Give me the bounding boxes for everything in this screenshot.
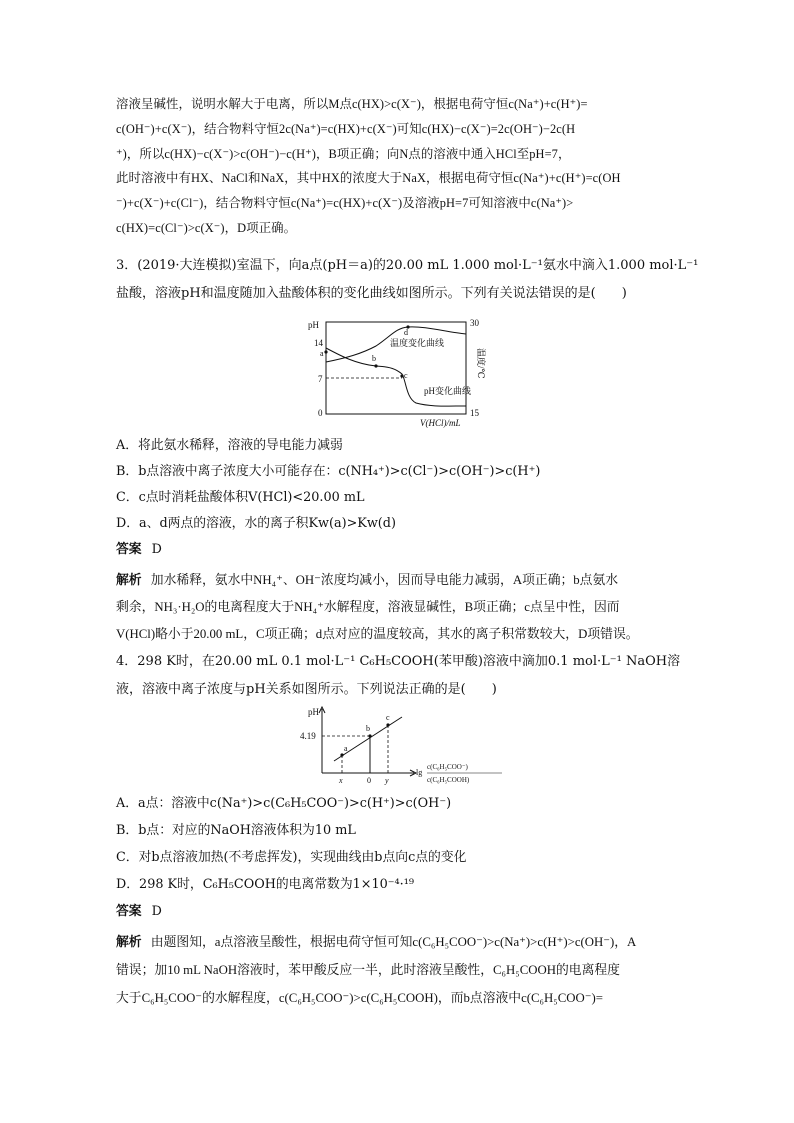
- q3-analysis-text: 加水稀释，氨水中NH₄⁺、OH⁻浓度均减小，因而导电能力减弱，A项正确；b点氨水: [150, 573, 619, 587]
- q4-analysis-line2: 错误；加10 mL NaOH溶液时，苯甲酸反应一半，此时溶液呈酸性，C₆H₅COOH的电离程度: [116, 963, 620, 977]
- q4-answer-label: 答案: [116, 904, 142, 919]
- q3-analysis-line3: V(HCl)略小于20.00 mL，C项正确；d点对应的温度较高，其水的离子积常数较大，D项错误。: [116, 627, 639, 641]
- q3-plot-frame: [326, 322, 466, 414]
- q4-x-label-num: c(C₆H₅COO⁻): [427, 763, 468, 771]
- q4-x-label-prefix: lg: [416, 768, 423, 777]
- prev-analysis-line: 溶液呈碱性，说明水解大于电离，所以M点c(HX)>c(X⁻)，根据电荷守恒c(Na⁺)+c(H⁺)=: [116, 97, 588, 111]
- prev-analysis: [116, 92, 680, 241]
- q4-x-tick-x: x: [339, 776, 343, 785]
- q3-right-tick-30: 30: [470, 318, 479, 328]
- q3-label-c: c: [404, 371, 408, 380]
- q3-y-tick-0: 0: [318, 408, 323, 418]
- prev-analysis-line: ⁺)，所以c(HX)−c(X⁻)>c(OH⁻)−c(H⁺)，B项正确；向N点的溶液中通入HCl至pH=7，: [116, 146, 571, 161]
- q3-analysis-line1: [116, 570, 618, 590]
- q4-option-a: A．a点：溶液中c(Na⁺)>c(C₆H₅COO⁻)>c(H⁺)>c(OH⁻): [116, 796, 452, 811]
- q4-option-b: B．b点：对应的NaOH溶液体积为10 mL: [116, 823, 356, 838]
- prev-analysis-line: ⁻)+c(X⁻)+c(Cl⁻)，结合物料守恒c(Na⁺)=c(HX)+c(X⁻)及溶液pH=7可知溶液中c(Na⁺)>: [116, 196, 574, 211]
- q3-label-a: a: [320, 349, 324, 358]
- q3-ph-curve-label: pH变化曲线: [424, 386, 471, 396]
- q3-chart: [296, 314, 496, 430]
- q3-y-label: pH: [308, 320, 319, 330]
- q3-answer-row: [116, 540, 162, 560]
- q4-answer-value: D: [151, 904, 162, 919]
- q4-analysis-line1: [116, 932, 636, 952]
- q4-analysis-label: 解析: [116, 935, 142, 949]
- q3-option-d: D．a、d两点的溶液，水的离子积Kw(a)>Kw(d): [116, 516, 396, 531]
- q4-point-a: [340, 753, 343, 756]
- q3-point-a: [324, 350, 327, 353]
- prev-analysis-line: c(HX)=c(Cl⁻)>c(X⁻)，D项正确。: [116, 220, 297, 235]
- q4-chart: [296, 705, 506, 787]
- q4-option-c: C．对b点溶液加热(不考虑挥发)，实现曲线由b点向c点的变化: [116, 850, 467, 865]
- q3-right-axis-label: 温度/℃: [476, 348, 486, 379]
- q3-stem-line2: 盐酸，溶液pH和温度随加入盐酸体积的变化曲线如图所示。下列有关说法错误的是( ): [116, 286, 627, 301]
- q4-analysis-text: 由题图知，a点溶液呈酸性，根据电荷守恒可知c(C₆H₅COO⁻)>c(Na⁺)>c(H⁺)>c(OH⁻)，A: [150, 935, 637, 949]
- q4-label-a: a: [344, 744, 348, 753]
- q3-option-a: A．将此氨水稀释，溶液的导电能力减弱: [116, 438, 343, 453]
- q3-label-b: b: [372, 354, 376, 363]
- q4-x-tick-0: 0: [367, 776, 371, 785]
- q3-label-d: d: [404, 328, 408, 337]
- q4-stem-line1: 4．298 K时，在20.00 mL 0.1 mol·L⁻¹ C₆H₅COOH(苯甲酸)溶液中滴加0.1 mol·L⁻¹ NaOH溶: [116, 654, 681, 669]
- q4-stem-line2: 液，溶液中离子浓度与pH关系如图所示。下列说法正确的是( ): [116, 682, 497, 697]
- q4-analysis-line3: 大于C₆H₅COO⁻的水解程度，c(C₆H₅COO⁻)>c(C₆H₅COOH)，而b点溶液中c(C₆H₅COO⁻)=: [116, 991, 603, 1005]
- q4-label-c: c: [386, 713, 390, 722]
- q3-analysis-label: 解析: [116, 573, 142, 587]
- q3-answer-value: D: [151, 542, 162, 557]
- q4-point-c: [386, 723, 389, 726]
- q3-x-label: V(HCl)/mL: [420, 418, 461, 428]
- q4-label-b: b: [366, 724, 370, 733]
- q4-y-label: pH: [308, 707, 319, 717]
- q3-right-tick-15: 15: [470, 408, 479, 418]
- q3-temp-curve-label: 温度变化曲线: [390, 338, 445, 348]
- q4-y-tick: 4.19: [300, 731, 316, 741]
- q4-answer-row: [116, 902, 162, 922]
- q3-option-c: C．c点时消耗盐酸体积V(HCl)<20.00 mL: [116, 490, 365, 505]
- q3-option-b: B．b点溶液中离子浓度大小可能存在：c(NH₄⁺)>c(Cl⁻)>c(OH⁻)>c(H⁺): [116, 464, 541, 479]
- prev-analysis-line: c(OH⁻)+c(X⁻)，结合物料守恒2c(Na⁺)=c(HX)+c(X⁻)可知c(HX)−c(X⁻)=2c(OH⁻)−2c(H: [116, 121, 576, 136]
- q3-y-tick-7: 7: [318, 374, 323, 384]
- q3-y-tick-14: 14: [314, 338, 323, 348]
- prev-analysis-line: 此时溶液中有HX、NaCl和NaX，其中HX的浓度大于NaX，根据电荷守恒c(Na⁺)+c(H⁺)=c(OH: [116, 171, 621, 186]
- q3-stem-line1: 3．(2019·大连模拟)室温下，向a点(pH＝a)的20.00 mL 1.000 mol·L⁻¹氨水中滴入1.000 mol·L⁻¹: [116, 258, 699, 273]
- q4-point-b: [368, 734, 371, 737]
- q4-option-d: D．298 K时，C₆H₅COOH的电离常数为1×10⁻⁴·¹⁹: [116, 877, 414, 892]
- q3-analysis-line2: 剩余，NH₃·H₂O的电离程度大于NH₄⁺水解程度，溶液显碱性，B项正确；c点呈中性，因而: [116, 600, 620, 614]
- q4-x-tick-y: y: [385, 776, 389, 785]
- q4-x-label-den: c(C₆H₅COOH): [427, 776, 470, 784]
- q3-point-b: [374, 364, 377, 367]
- q3-answer-label: 答案: [116, 542, 142, 557]
